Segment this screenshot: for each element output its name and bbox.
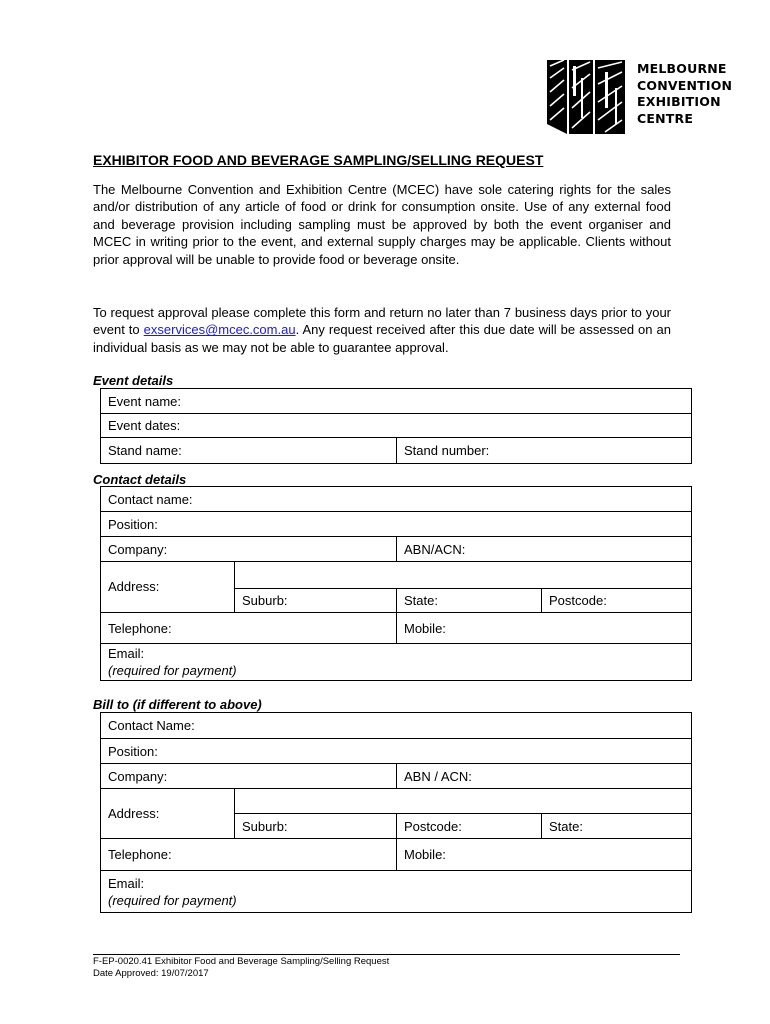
intro-paragraph: The Melbourne Convention and Exhibition Centre (MCEC) have sole catering rights for the sales and/or distribution of any article of food or drink for consumption onsite. Use of any external food and beverage provision including sampling must be approved by both the event organiser and MCEC in writing prior to the event, and external supply charges may be applicable. Clients without prior approval will be unable to provide food or beverage onsite.: [93, 182, 671, 267]
logo-line-3: EXHIBITION: [637, 94, 721, 109]
stand-number-label: Stand number:: [404, 443, 490, 458]
bill-to-table: [100, 712, 692, 913]
contact-postcode-label: Postcode:: [549, 593, 607, 608]
logo-line-1: MELBOURNE: [637, 61, 727, 76]
bill-state-label: State:: [549, 818, 583, 834]
stand-name-field[interactable]: [101, 438, 397, 464]
contact-address-field[interactable]: [235, 562, 692, 589]
contact-email-field[interactable]: [101, 644, 692, 681]
bill-suburb-label: Suburb:: [242, 818, 288, 834]
bill-telephone-field[interactable]: [101, 839, 397, 871]
bill-address-label-cell: [101, 789, 235, 839]
bill-abn-label: ABN / ACN:: [404, 768, 472, 784]
contact-name-field[interactable]: [101, 487, 692, 512]
contact-details-table: [100, 486, 692, 681]
logo-line-4: CENTRE: [637, 110, 694, 126]
bill-mobile-label: Mobile:: [404, 847, 446, 862]
contact-abn-label: ABN/ACN:: [404, 541, 466, 557]
contact-postcode-field[interactable]: [542, 589, 692, 613]
contact-email-label: Email:: [108, 646, 145, 661]
stand-number-field[interactable]: [397, 438, 692, 464]
contact-telephone-label: Telephone:: [108, 620, 172, 636]
contact-abn-field[interactable]: [397, 537, 692, 562]
contact-email-note: (required for payment): [108, 663, 237, 678]
footer-divider: [93, 954, 680, 955]
footer-doc-ref: F-EP-0020.41 Exhibitor Food and Beverage Sampling/Selling Request: [93, 956, 390, 967]
contact-company-field[interactable]: [101, 537, 397, 562]
contact-telephone-field[interactable]: [101, 613, 397, 644]
logo-wordmark: [637, 61, 732, 127]
footer-date-approved: Date Approved: 19/07/2017: [93, 967, 209, 979]
event-name-label: Event name:: [108, 393, 181, 409]
footer: [93, 956, 389, 979]
contact-name-label: Contact name:: [108, 491, 193, 507]
bill-address-field[interactable]: [235, 789, 692, 814]
bill-address-label: Address:: [108, 806, 160, 821]
bill-email-label: Email:: [108, 875, 145, 891]
request-text-before: To request approval please complete this form and return no later than 7 business days prior to your event to: [93, 305, 671, 338]
bill-to-heading: Bill to (if different to above): [93, 697, 262, 712]
bill-postcode-field[interactable]: [397, 814, 542, 839]
contact-position-field[interactable]: [101, 512, 692, 537]
bill-postcode-label: Postcode:: [404, 818, 462, 834]
contact-mobile-label: Mobile:: [404, 620, 446, 636]
logo-line-2: CONVENTION: [637, 77, 733, 93]
page-title: EXHIBITOR FOOD AND BEVERAGE SAMPLING/SELLING REQUEST: [93, 152, 544, 168]
contact-mobile-field[interactable]: [397, 613, 692, 644]
bill-telephone-label: Telephone:: [108, 847, 172, 862]
bill-position-field[interactable]: [101, 739, 692, 764]
event-details-table: [100, 388, 692, 464]
event-name-field[interactable]: [101, 389, 692, 414]
contact-address-label-cell: [101, 562, 235, 613]
request-paragraph: [93, 304, 671, 356]
bill-suburb-field[interactable]: [235, 814, 397, 839]
event-dates-field[interactable]: [101, 414, 692, 438]
bill-state-field[interactable]: [542, 814, 692, 839]
event-details-heading: Event details: [93, 373, 174, 388]
bill-contact-name-field[interactable]: [101, 713, 692, 739]
contact-suburb-label: Suburb:: [242, 593, 288, 608]
bill-company-label: Company:: [108, 768, 168, 784]
bill-abn-field[interactable]: [397, 764, 692, 789]
contact-details-heading: Contact details: [93, 472, 187, 487]
event-dates-label: Event dates:: [108, 418, 181, 433]
bill-mobile-field[interactable]: [397, 839, 692, 871]
email-link[interactable]: exservices@mcec.com.au: [143, 322, 296, 338]
contact-state-label: State:: [404, 593, 438, 608]
stand-name-label: Stand name:: [108, 443, 182, 458]
contact-state-field[interactable]: [397, 589, 542, 613]
mcec-logo-mark-icon: [545, 58, 627, 136]
bill-company-field[interactable]: [101, 764, 397, 789]
mcec-logo: [545, 58, 733, 138]
bill-email-note: (required for payment): [108, 892, 237, 908]
contact-position-label: Position:: [108, 516, 158, 532]
contact-suburb-field[interactable]: [235, 589, 397, 613]
request-text-after: . Any request received after this due date will be assessed on an individual basis as we may not be able to guarantee approval.: [93, 322, 671, 355]
bill-email-field[interactable]: [101, 871, 692, 913]
bill-contact-name-label: Contact Name:: [108, 718, 195, 733]
bill-position-label: Position:: [108, 743, 158, 759]
contact-company-label: Company:: [108, 541, 168, 557]
contact-address-label: Address:: [108, 579, 160, 594]
